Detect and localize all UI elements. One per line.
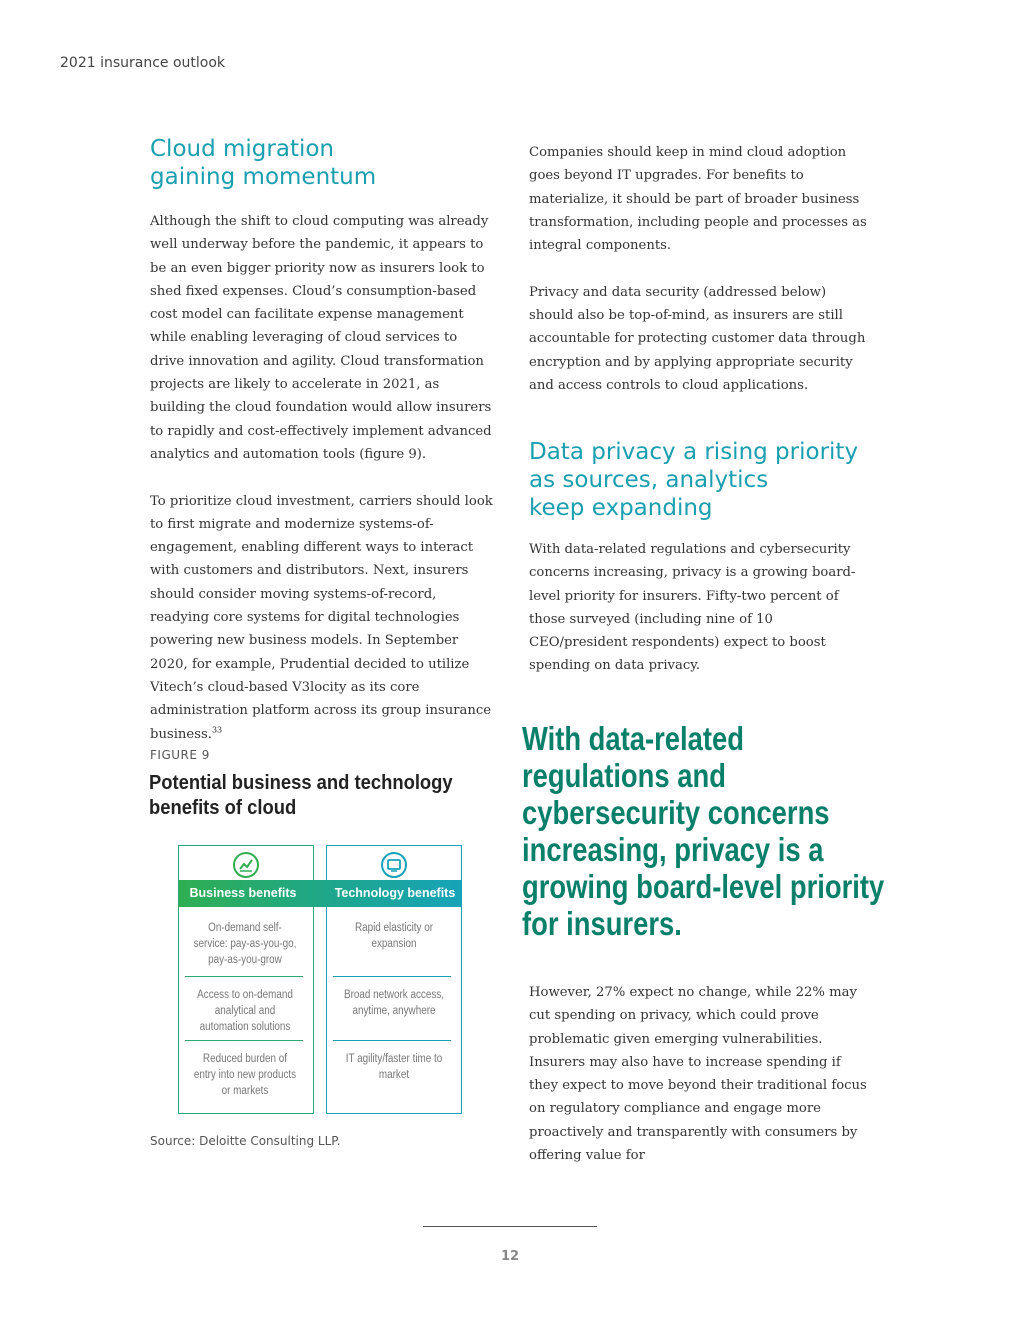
technology-benefit-item: Rapid elasticity or expansion bbox=[354, 922, 434, 950]
divider bbox=[185, 976, 303, 977]
right-column-body bbox=[529, 141, 873, 397]
footnote-ref: 33 bbox=[211, 725, 223, 735]
closing-body bbox=[529, 981, 873, 1167]
monitor-icon bbox=[380, 851, 408, 879]
page-number: 12 bbox=[500, 1249, 520, 1264]
heading-line: as sources, analytics bbox=[529, 467, 769, 493]
paragraph: Privacy and data security (addressed below) should also be top-of-mind, as insurers are still accountable for protecting customer data through encryption and by applying appropriate security and access controls to cloud applications. bbox=[529, 284, 866, 393]
paragraph bbox=[150, 490, 494, 746]
pull-quote-line: increasing, privacy is a bbox=[522, 831, 824, 868]
heading-line: gaining momentum bbox=[150, 164, 377, 190]
figure-label: FIGURE 9 bbox=[150, 748, 210, 762]
business-benefit-item: On-demand self-service: pay-as-you-go, pay-as-you-grow bbox=[193, 922, 297, 966]
heading-line: Cloud migration bbox=[150, 136, 335, 162]
business-benefit-item: Access to on-demand analytical and automation solutions bbox=[197, 989, 293, 1033]
technology-benefits-heading: Technology benefits bbox=[334, 886, 456, 900]
chart-icon bbox=[232, 851, 260, 879]
divider bbox=[333, 1040, 451, 1041]
cloud-body bbox=[150, 210, 494, 746]
figure-title bbox=[149, 771, 462, 821]
pull-quote-line: regulations and bbox=[522, 757, 726, 794]
business-benefit-item: Reduced burden of entry into new products or markets bbox=[193, 1053, 297, 1097]
paragraph: Although the shift to cloud computing was already well underway before the pandemic, it appears to be an even bigger priority now as insurers look to shed fixed expenses. Cloud’s consumption-based cost model can facilitate expense management while enabling leveraging of cloud services to drive innovation and agility. Cloud transformation projects are likely to accelerate in 2021, as building the cloud foundation would allow insurers to rapidly and cost-effectively implement advanced analytics and automation tools (figure 9). bbox=[150, 214, 492, 462]
heading-line: Data privacy a rising priority bbox=[529, 439, 859, 465]
technology-benefit-item: IT agility/faster time to market bbox=[345, 1053, 443, 1081]
divider bbox=[333, 976, 451, 977]
figure-title-line: Potential business and technology bbox=[149, 772, 453, 794]
paragraph: However, 27% expect no change, while 22% may cut spending on privacy, which could prove problematic given emerging vulnerabilities. Insurers may also have to increase spending if they expect to move beyond their traditional focus on regulatory compliance and engage more proactively and transparently with consumers by offering value for bbox=[529, 985, 867, 1164]
pull-quote bbox=[522, 720, 885, 942]
paragraph-text: To prioritize cloud investment, carriers should look to first migrate and modernize systems-of-engagement, enabling different ways to interact with customers and distributors. Next, insurers should consider moving systems-of-record, readying core systems for digital technologies powering new business models. In September 2020, for example, Prudential decided to utilize Vitech’s cloud-based V3locity as its core administration platform across its group insurance business. bbox=[150, 493, 493, 742]
pull-quote-line: cybersecurity concerns bbox=[522, 794, 830, 831]
pull-quote-line: growing board-level priority bbox=[522, 868, 885, 905]
pull-quote-line: With data-related bbox=[522, 720, 744, 757]
paragraph: With data-related regulations and cybersecurity concerns increasing, privacy is a growing board-level priority for insurers. Fifty-two percent of those surveyed (including nine of 10 CEO/president respondents) expect to boost spending on data privacy. bbox=[529, 542, 856, 674]
privacy-body bbox=[529, 538, 873, 678]
running-head: 2021 insurance outlook bbox=[60, 55, 226, 71]
section-heading-privacy bbox=[529, 438, 889, 522]
figure-title-line: benefits of cloud bbox=[149, 797, 297, 819]
divider bbox=[185, 1040, 303, 1041]
heading-line: keep expanding bbox=[529, 495, 713, 521]
technology-benefit-item: Broad network access, anytime, anywhere bbox=[343, 989, 445, 1017]
figure-source: Source: Deloitte Consulting LLP. bbox=[150, 1134, 341, 1148]
pull-quote-line: for insurers. bbox=[522, 905, 682, 942]
footer-rule bbox=[423, 1226, 597, 1227]
business-benefits-heading: Business benefits bbox=[189, 886, 297, 900]
section-heading-cloud bbox=[150, 135, 480, 191]
paragraph: Companies should keep in mind cloud adoption goes beyond IT upgrades. For benefits to materialize, it should be part of broader business transformation, including people and processes as integral components. bbox=[529, 145, 867, 254]
